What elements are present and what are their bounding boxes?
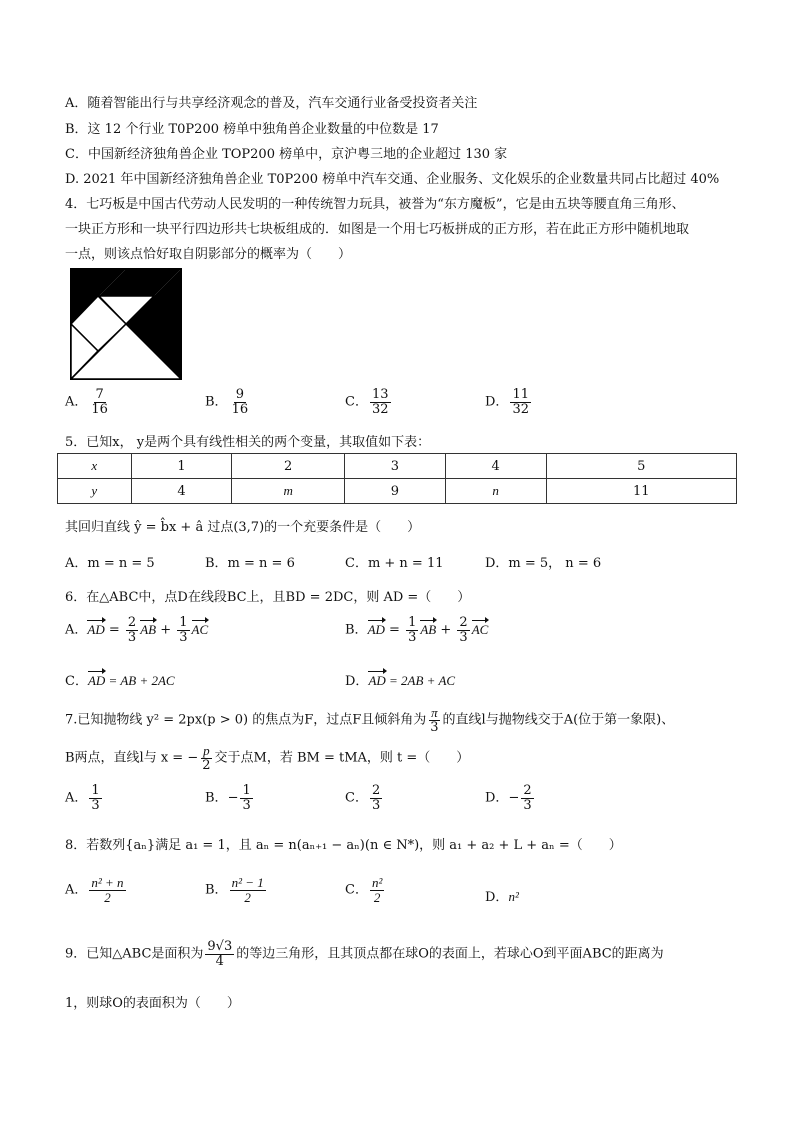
q3-option-c: C．中国新经济独角兽企业 TOP200 榜单中，京沪粤三地的企业超过 130 家 [65, 147, 508, 162]
q5-option-b: B．m = n = 6 [205, 556, 295, 571]
table-row [58, 454, 737, 479]
q3-option-a: A．随着智能出行与共享经济观念的普及，汽车交通行业备受投资者关注 [65, 96, 478, 111]
q6-option-d: D．AD = 2AB + AC [345, 673, 456, 689]
q7-option-a: A． $\frac{1}{3}$ [65, 783, 100, 813]
q7-option-d: D．− $\frac{2}{3}$ [485, 783, 532, 813]
q9-line1: 9．已知△ABC是面积为 $\frac{9√3}{4}$ 的等边三角形，且其顶点都在球O的表面上，若球心O到平面ABC的距离为 [65, 939, 664, 969]
q4-stem-line1: 4．七巧板是中国古代劳动人民发明的一种传统智力玩具，被誉为“东方魔板”，它是由五块等腰直角三角形、 [65, 197, 685, 212]
q6-option-b: B．AD = $\frac{1}{3}$ AB + $\frac{2}{3}$ AC [345, 615, 489, 645]
table-cell: 3 [345, 454, 446, 479]
q3-option-d: D. 2021 年中国新经济独角兽企业 T0P200 榜单中汽车交通、企业服务、文化娱乐的企业数量共同占比超过 40% [65, 172, 720, 187]
table-cell: 11 [546, 479, 736, 504]
q8-option-b: B． $\frac{\text{n² − 1}}{2}$ [205, 875, 264, 905]
q4-stem-line2: 一块正方形和一块平行四边形共七块板组成的．如图是一个用七巧板拼成的正方形，若在此正方形中随机地取 [65, 222, 690, 237]
table-cell: y [58, 479, 132, 504]
q4-option-a: A． $\frac{7}{16}$ [65, 387, 108, 417]
q7-option-c: C． $\frac{2}{3}$ [345, 783, 381, 813]
q5-option-c: C．m + n = 11 [345, 556, 444, 571]
q4-stem-line3: 一点，则该点恰好取自阴影部分的概率为（ ） [65, 247, 352, 262]
q6-option-c: C．AD = AB + 2AC [65, 673, 175, 689]
q8-option-c: C． $\frac{\text{n²}}{2}$ [345, 875, 383, 905]
q5-option-a: A．m = n = 5 [65, 556, 155, 571]
table-cell: 2 [232, 454, 345, 479]
q7-line2: B两点，直线l与 x = − $\frac{p}{2}$ 交于点M，若 BM = tMA，则 t =（ ） [65, 743, 470, 773]
tangram-figure [70, 268, 182, 380]
table-cell: n [445, 479, 546, 504]
table-cell: 4 [445, 454, 546, 479]
q4-option-d: D． $\frac{11}{32}$ [485, 387, 529, 417]
q7-option-b: B．− $\frac{1}{3}$ [205, 783, 251, 813]
q5-table [57, 453, 737, 504]
q4-option-c: C． $\frac{13}{32}$ [345, 387, 389, 417]
q9-line2: 1，则球O的表面积为（ ） [65, 996, 240, 1011]
table-cell: 5 [546, 454, 736, 479]
table-row [58, 479, 737, 504]
q8-option-a: A． $\frac{\text{n² + n}}{2}$ [65, 875, 124, 905]
q5-option-d: D．m = 5， n = 6 [485, 556, 602, 571]
table-cell: 4 [131, 479, 232, 504]
q3-option-b: B．这 12 个行业 T0P200 榜单中独角兽企业数量的中位数是 17 [65, 122, 439, 137]
table-cell: x [58, 454, 132, 479]
table-cell: 9 [345, 479, 446, 504]
table-cell: m [232, 479, 345, 504]
q4-option-b: B． $\frac{9}{16}$ [205, 387, 249, 417]
q8-stem: 8．若数列{aₙ}满足 a₁ = 1，且 aₙ = n(aₙ₊₁ − aₙ)(n ∈ N*)，则 a₁ + a₂ + L + aₙ =（ ） [65, 838, 622, 853]
q6-stem: 6．在△ABC中，点D在线段BC上，且BD = 2DC，则 AD =（ ） [65, 590, 471, 605]
q7-line1: 7.已知抛物线 y² = 2px(p > 0) 的焦点为F，过点F且倾斜角为 $\frac{\pi}{3}$ 的直线l与抛物线交于A(位于第一象限)、 [65, 705, 675, 735]
table-cell: 1 [131, 454, 232, 479]
q6-option-a: A．AD = $\frac{2}{3}$ AB + $\frac{1}{3}$ AC [65, 615, 209, 645]
q5-stem: 5．已知x， y是两个具有线性相关的两个变量，其取值如下表： [65, 435, 431, 450]
q8-option-d: D．n² [485, 889, 519, 905]
q5-condition: 其回归直线 ŷ = b̂x + â 过点(3,7)的一个充要条件是（ ） [65, 520, 421, 535]
